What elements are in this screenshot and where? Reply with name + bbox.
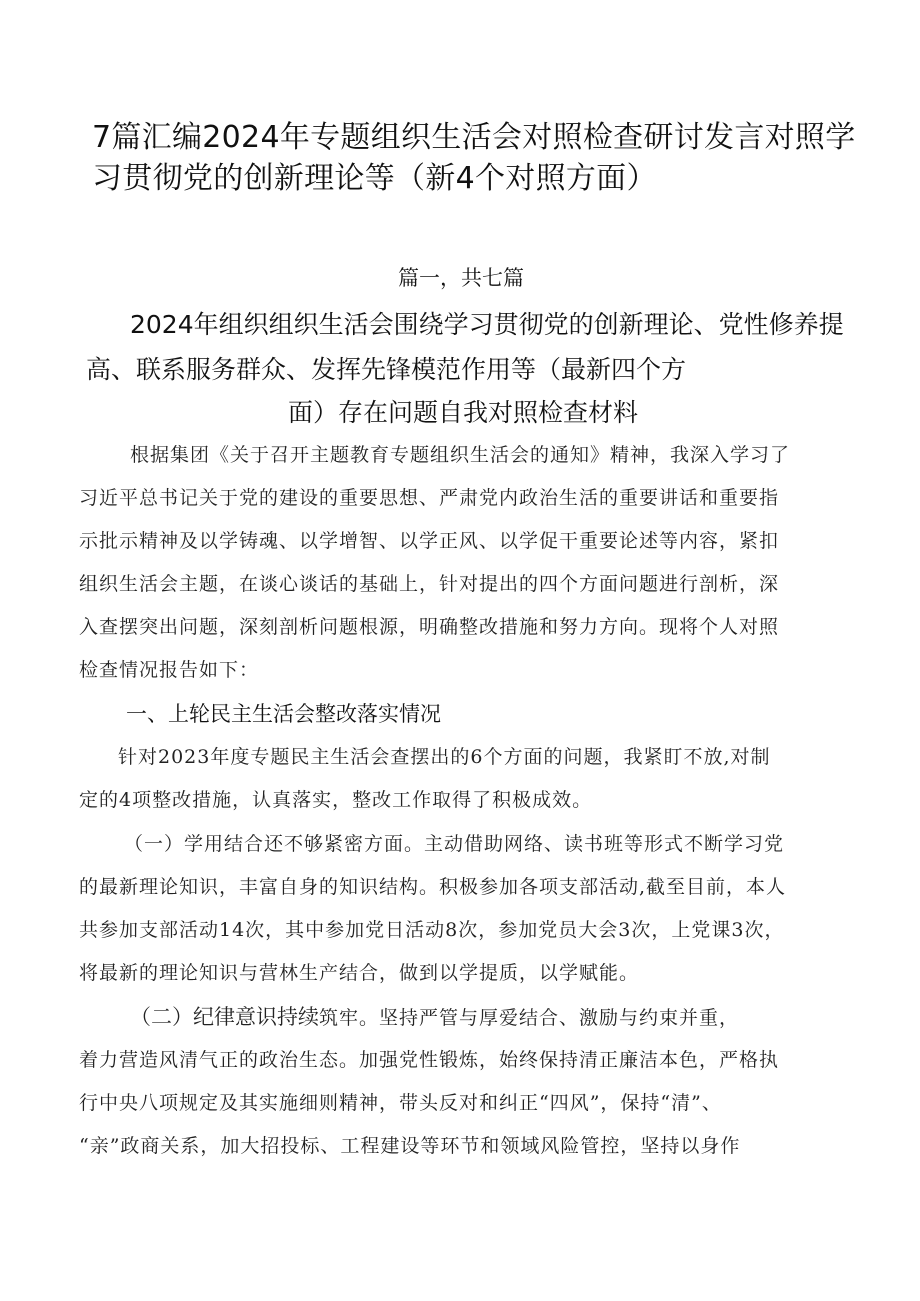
intro-line-3: 示批示精神及以学铸魂、以学增智、以学正风、以学促干重要论述等内容，紧扣: [79, 530, 780, 552]
subtitle-line-3: 面）存在问题自我对照检查材料: [288, 398, 639, 427]
intro-line-5: 入查摆突出问题，深刻剖析问题根源，明确整改措施和努力方向。现将个人对照: [79, 616, 780, 638]
subtitle-line-1: 2024年组织组织生活会围绕学习贯彻党的创新理论、党性修养提: [130, 310, 844, 339]
item1-line-2: 的最新理论知识，丰富自身的知识结构。积极参加各项支部活动,截至目前，本人: [79, 876, 787, 898]
item2-heading: （二）纪律意识持续: [130, 1005, 319, 1029]
item1-line-1: （一）学用结合还不够紧密方面。主动借助网络、读书班等形式不断学习党: [124, 833, 785, 855]
subtitle-line-2: 高、联系服务群众、发挥先锋模范作用等（最新四个方: [86, 355, 687, 384]
item1-line-3: 共参加支部活动14次，其中参加党日活动8次，参加党员大会3次，上党课3次，: [79, 919, 785, 941]
item2-line-2: 着力营造风清气正的政治生态。加强党性锻炼，始终保持清正廉洁本色，严格执: [79, 1049, 780, 1071]
document-title-line-1: 7篇汇编2024年专题组织生活会对照检查研讨发言对照学: [92, 120, 856, 155]
section1-line-2: 定的4项整改措施，认真落实，整改工作取得了积极成效。: [79, 789, 593, 811]
item2-line-1-rest: 筑牢。坚持严管与厚爱结合、激励与约束并重，: [319, 1007, 740, 1029]
intro-line-2: 习近平总书记关于党的建设的重要思想、严肃党内政治生活的重要讲话和重要指: [79, 487, 780, 509]
intro-line-6: 检查情况报告如下：: [79, 659, 260, 681]
section-heading-1: 一、上轮民主生活会整改落实情况: [126, 702, 441, 726]
item2-line-1: [130, 1001, 739, 1031]
item2-line-3: 行中央八项规定及其实施细则精神，带头反对和纠正“四风”，保持“清”、: [79, 1092, 722, 1114]
item2-line-4: “亲”政商关系，加大招投标、工程建设等环节和领域风险管控，坚持以身作: [79, 1135, 741, 1157]
document-title-line-2: 习贯彻党的创新理论等（新4个对照方面）: [92, 161, 657, 196]
part-label: 篇一，共七篇: [398, 266, 524, 290]
item1-line-4: 将最新的理论知识与营林生产结合，做到以学提质，以学赋能。: [79, 962, 640, 984]
intro-line-1: 根据集团《关于召开主题教育专题组织生活会的通知》精神，我深入学习了: [130, 444, 791, 466]
intro-line-4: 组织生活会主题，在谈心谈话的基础上，针对提出的四个方面问题进行剖析，深: [79, 573, 780, 595]
section1-line-1: 针对2023年度专题民主生活会查摆出的6个方面的问题，我紧盯不放,对制: [118, 746, 771, 768]
